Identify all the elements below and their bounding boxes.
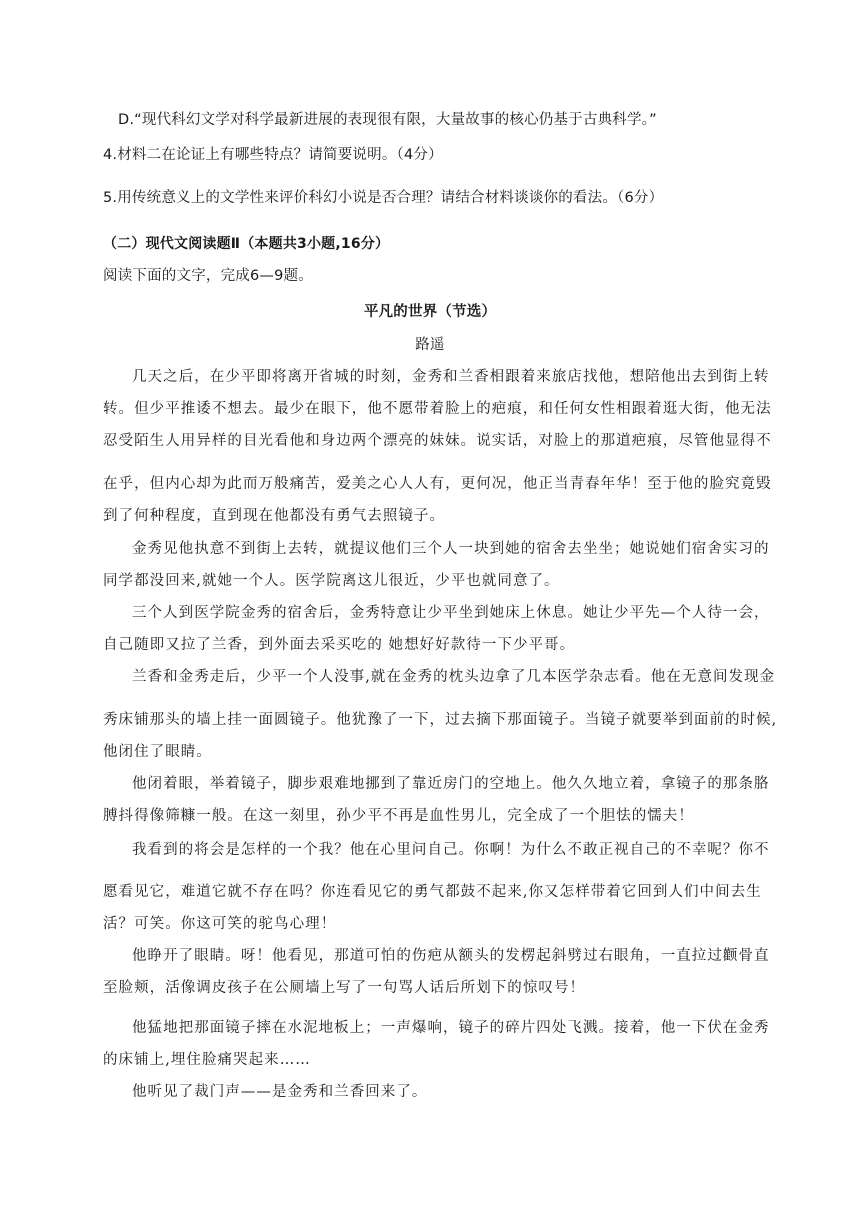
article-line: 三个人到医学院金秀的宿舍后，金秀特意让少平坐到她床上休息。她让少平先—个人待一会， xyxy=(132,605,770,621)
article-line: 至脸颊，活像调皮孩子在公厕墙上写了一句骂人话后所划下的惊叹号！ xyxy=(103,980,586,996)
article-line: 我看到的将会是怎样的一个我？他在心里问自己。你啊！为什么不敢正视自己的不幸呢？你不 xyxy=(132,842,770,858)
article-line: 他闭住了眼睛。 xyxy=(103,744,212,760)
article-line: 他闭着眼，举着镜子，脚步艰难地挪到了靠近房门的空地上。他久久地立着，拿镜子的那条胳 xyxy=(132,776,770,792)
article-line: 兰香和金秀走后，少平一个人没事,就在金秀的枕头边拿了几本医学杂志看。他在无意间发现金 xyxy=(132,669,776,685)
article-line: 自己随即又拉了兰香，到外面去采买吃的 她想好好款待一下少平哥。 xyxy=(103,637,576,653)
article-line: 秀床铺那头的墙上挂一面圆镜子。他犹豫了一下，过去摘下那面镜子。当镜子就要举到面前的时候, xyxy=(103,712,778,728)
article-line: 他听见了裁门声——是金秀和兰香回来了。 xyxy=(132,1084,428,1100)
article-line: 转。但少平推诿不想去。最少在眼下，他不愿带着脸上的疤痕，和任何女性相跟着逛大街，他无法 xyxy=(103,401,772,417)
article-title: 平凡的世界（节选） xyxy=(363,304,497,320)
question-4: 4.材料二在论证上有哪些特点？请简要说明。（4分） xyxy=(103,147,443,163)
section-instruction: 阅读下面的文字，完成6—9题。 xyxy=(103,268,313,284)
article-line: 忍受陌生人用异样的目光看他和身边两个漂亮的妹妹。说实话，对脸上的那道疤痕，尽管他显得不 xyxy=(103,433,772,449)
article-line: 同学都没回来,就她一个人。医学院离这儿很近，少平也就同意了。 xyxy=(103,573,560,589)
article-line: 在乎，但内心却为此而万般痛苦，爱美之心人人有，更何况，他正当青春年华！至于他的脸究竟毁 xyxy=(103,476,772,492)
article-line: 金秀见他执意不到街上去转，就提议他们三个人一块到她的宿舍去坐坐；她说她们宿舍实习的 xyxy=(132,541,770,557)
section-heading: （二）现代文阅读题Ⅱ（本题共3小题,16分） xyxy=(103,236,390,252)
question-option-d: D.“现代科幻文学对科学最新进展的表现很有限，大量故事的核心仍基于古典科学。” xyxy=(118,112,657,128)
article-line: 他睁开了眼睛。呀！他看见，那道可怕的伤疤从额头的发楞起斜劈过右眼角，一直拉过颧骨直 xyxy=(132,948,770,964)
article-line: 膊抖得像筛糠一般。在这一刻里，孙少平不再是血性男儿，完全成了一个胆怯的懦夫！ xyxy=(103,808,694,824)
article-line: 到了何种程度，直到现在他都没有勇气去照镜子。 xyxy=(103,508,446,524)
article-author: 路遥 xyxy=(415,337,445,353)
question-5: 5.用传统意义上的文学性来评价科幻小说是否合理？请结合材料谈谈你的看法。（6分） xyxy=(103,190,664,206)
article-line: 他猛地把那面镜子摔在水泥地板上；一声爆响，镜子的碎片四处飞溅。接着，他一下伏在金秀 xyxy=(132,1020,770,1036)
article-line: 的床铺上,埋住脸痛哭起来…… xyxy=(103,1052,311,1068)
article-line: 愿看见它，难道它就不存在吗？你连看见它的勇气都鼓不起来,你又怎样带着它回到人们中间去生 xyxy=(103,884,762,900)
article-line: 几天之后，在少平即将离开省城的时刻，金秀和兰香相跟着来旅店找他，想陪他出去到街上转 xyxy=(132,369,770,385)
article-line: 活？可笑。你这可笑的驼鸟心理！ xyxy=(103,916,337,932)
